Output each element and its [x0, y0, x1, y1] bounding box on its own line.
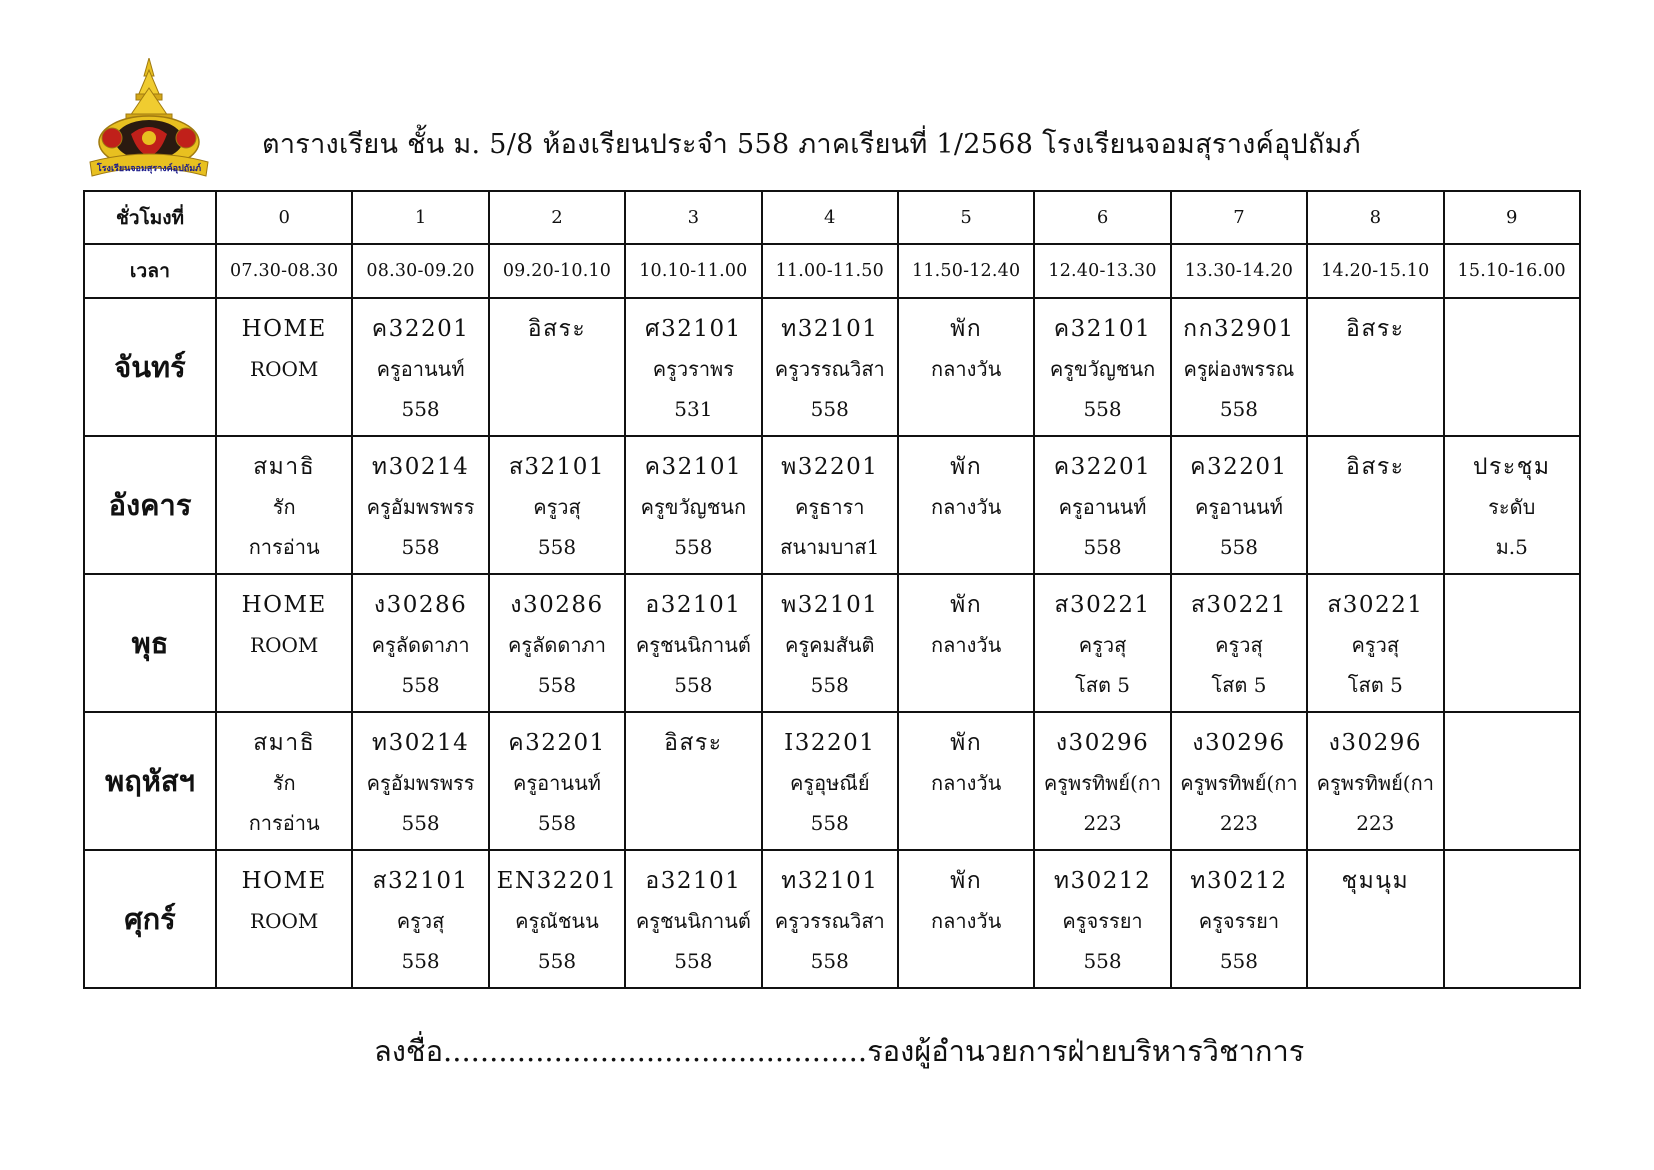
subject-code: อิสระ [664, 730, 723, 756]
teacher-name: ครูชนนิกานต์ [635, 633, 751, 657]
subject-code: อิสระ [1346, 454, 1405, 480]
day-name: อังคาร [84, 436, 216, 574]
subject-code: ง30296 [1328, 730, 1423, 756]
teacher-name: ระดับ [1488, 495, 1536, 519]
day-row [84, 436, 1580, 574]
room-number: 558 [537, 673, 577, 697]
schedule-cell [216, 712, 352, 850]
schedule-cell-content [763, 437, 897, 567]
schedule-cell-content [217, 299, 351, 389]
schedule-cell [1444, 436, 1580, 574]
subject-code: พัก [950, 454, 983, 480]
room-number: 223 [1356, 811, 1395, 835]
teacher-name: ครูวรรณวิสา [774, 909, 885, 933]
teacher-name: ครูอานนท์ [513, 771, 601, 795]
time-slot: 14.20-15.10 [1307, 244, 1443, 298]
period-number: 2 [489, 191, 625, 244]
schedule-cell [898, 712, 1034, 850]
subject-code: ส32101 [372, 868, 469, 894]
room-number: 558 [401, 811, 440, 835]
time-slot: 08.30-09.20 [352, 244, 488, 298]
teacher-name: กลางวัน [931, 909, 1002, 933]
subject-code: พ32201 [781, 454, 879, 480]
subject-code: ท30214 [371, 730, 470, 756]
day-row [84, 712, 1580, 850]
teacher-name: ROOM [250, 909, 319, 933]
schedule-cell [762, 712, 898, 850]
day-name: ศุกร์ [84, 850, 216, 988]
schedule-cell-content [353, 851, 487, 981]
schedule-cell [352, 712, 488, 850]
teacher-name: ครูผ่องพรรณ [1183, 357, 1295, 381]
schedule-cell [898, 436, 1034, 574]
schedule-cell-content [626, 437, 760, 567]
teacher-name: ครูลัดดาภา [371, 633, 470, 657]
schedule-cell [489, 850, 625, 988]
teacher-name: ครูอานนท์ [376, 357, 465, 381]
subject-code: HOME [241, 592, 327, 618]
page-title: ตารางเรียน ชั้น ม. 5/8 ห้องเรียนประจำ 558 ภาคเรียนที่ 1/2568 โรงเรียนจอมสุรางค์อุปถัมภ์ [262, 129, 1361, 160]
schedule-cell-content [626, 575, 760, 705]
teacher-name: ครูพรทิพย์(กา [1180, 771, 1298, 795]
teacher-name: ครูวรรณวิสา [774, 357, 885, 381]
schedule-cell-content [763, 713, 897, 843]
subject-code: ศ32101 [644, 316, 742, 342]
room-number: การอ่าน [248, 811, 320, 835]
schedule-cell-content [763, 851, 897, 981]
schedule-cell [352, 850, 488, 988]
subject-code: ท32101 [781, 316, 879, 342]
schedule-cell-content [1308, 851, 1442, 901]
subject-code: พ32101 [781, 592, 879, 618]
schedule-cell [1444, 850, 1580, 988]
school-logo [86, 58, 212, 182]
subject-code: ส30221 [1054, 592, 1151, 618]
schedule-cell-content [217, 713, 351, 843]
teacher-name: ROOM [250, 357, 319, 381]
schedule-cell [1034, 574, 1170, 712]
room-number: 558 [537, 535, 577, 559]
schedule-cell [625, 436, 761, 574]
room-number: 558 [401, 535, 440, 559]
day-row [84, 574, 1580, 712]
subject-code: ค32201 [508, 730, 606, 756]
schedule-cell [1307, 436, 1443, 574]
room-number: 558 [810, 673, 849, 697]
subject-code: อ32101 [645, 868, 742, 894]
schedule-cell-content [1035, 575, 1169, 705]
subject-code: ท30214 [371, 454, 470, 480]
schedule-cell [489, 298, 625, 436]
subject-code: ท30212 [1190, 868, 1288, 894]
teacher-name: ครูอัมพรพรร [366, 771, 475, 795]
period-number: 7 [1171, 191, 1307, 244]
subject-code: EN32201 [496, 868, 618, 894]
schedule-cell [625, 574, 761, 712]
time-slot: 09.20-10.10 [489, 244, 625, 298]
teacher-name: ครูคมสันติ [784, 633, 875, 657]
room-number: 223 [1219, 811, 1259, 835]
schedule-cell [1307, 850, 1443, 988]
schedule-cell-content [490, 713, 624, 843]
subject-code: ค32201 [1190, 454, 1288, 480]
period-number: 8 [1307, 191, 1443, 244]
teacher-name: ครูจรรยา [1062, 909, 1143, 933]
schedule-cell [1307, 712, 1443, 850]
subject-code: ค32201 [1053, 454, 1152, 480]
time-slot: 10.10-11.00 [625, 244, 761, 298]
time-label: เวลา [84, 244, 216, 298]
schedule-cell-content [899, 713, 1033, 803]
schedule-cell [762, 850, 898, 988]
subject-code: พัก [950, 592, 983, 618]
room-number: 558 [674, 535, 713, 559]
schedule-cell-content [217, 437, 351, 567]
teacher-name: รัก [272, 495, 296, 519]
logo-banner-text: โรงเรียนจอมสุรางค์อุปถัมภ์ [96, 164, 202, 174]
subject-code: อิสระ [527, 316, 587, 342]
schedule-cell [762, 574, 898, 712]
subject-code: ท32101 [781, 868, 879, 894]
schedule-cell-content [1308, 437, 1442, 487]
subject-code: ท30212 [1053, 868, 1152, 894]
schedule-cell [1034, 298, 1170, 436]
schedule-cell [1171, 436, 1307, 574]
teacher-name: ครูลัดดาภา [507, 633, 606, 657]
room-number: 558 [810, 811, 849, 835]
schedule-cell-content [490, 851, 624, 981]
room-number: 558 [1083, 397, 1122, 421]
teacher-name: ครูชนนิกานต์ [635, 909, 751, 933]
teacher-name: กลางวัน [931, 357, 1002, 381]
schedule-cell-content [490, 437, 624, 567]
room-number: โสต 5 [1075, 673, 1131, 697]
teacher-name: ROOM [250, 633, 319, 657]
schedule-cell-content [899, 299, 1033, 389]
time-row [84, 244, 1580, 298]
time-slot: 13.30-14.20 [1171, 244, 1307, 298]
period-number: 4 [762, 191, 898, 244]
schedule-cell [216, 436, 352, 574]
schedule-cell [1171, 298, 1307, 436]
teacher-name: กลางวัน [931, 495, 1002, 519]
schedule-cell [352, 574, 488, 712]
schedule-cell [762, 298, 898, 436]
schedule-cell [1034, 436, 1170, 574]
subject-code: ง30296 [1192, 730, 1286, 756]
schedule-cell [352, 298, 488, 436]
schedule-cell-content [899, 437, 1033, 527]
room-number: การอ่าน [248, 535, 320, 559]
room-number: 558 [810, 949, 849, 973]
schedule-cell-content [353, 437, 487, 567]
schedule-cell-content [1308, 575, 1442, 705]
teacher-name: ครูวสุ [1351, 633, 1400, 657]
schedule-cell-content [353, 575, 487, 705]
teacher-name: ครูวสุ [1078, 633, 1127, 657]
teacher-name: กลางวัน [931, 633, 1002, 657]
room-number: 223 [1083, 811, 1122, 835]
subject-code: ง30286 [510, 592, 604, 618]
room-number: 558 [537, 811, 577, 835]
subject-code: ส30221 [1327, 592, 1424, 618]
schedule-cell-content [1035, 713, 1169, 843]
schedule-cell-content [490, 299, 624, 349]
schedule-cell-content [1445, 575, 1579, 585]
room-number: 558 [674, 673, 713, 697]
schedule-cell [1444, 574, 1580, 712]
subject-code: สมาธิ [253, 730, 316, 756]
teacher-name: ครูอานนท์ [1058, 495, 1147, 519]
schedule-cell-content [1445, 299, 1579, 309]
room-number: 558 [537, 949, 577, 973]
schedule-cell-content [763, 575, 897, 705]
time-slot: 15.10-16.00 [1444, 244, 1580, 298]
subject-code: ส32101 [508, 454, 606, 480]
schedule-cell-content [1172, 299, 1306, 429]
time-slot: 11.50-12.40 [898, 244, 1034, 298]
timetable [83, 190, 1581, 989]
schedule-cell [1307, 574, 1443, 712]
schedule-cell-content [626, 713, 760, 763]
teacher-name: รัก [272, 771, 296, 795]
schedule-cell [489, 712, 625, 850]
schedule-cell-content [1172, 575, 1306, 705]
schedule-cell [625, 712, 761, 850]
period-number: 6 [1034, 191, 1170, 244]
subject-code: ค32101 [644, 454, 743, 480]
room-number: 558 [1083, 949, 1122, 973]
room-number: 558 [401, 673, 440, 697]
schedule-cell [1171, 712, 1307, 850]
teacher-name: ครูณัชนน [515, 909, 599, 933]
schedule-cell-content [1445, 713, 1579, 723]
day-name: จันทร์ [84, 298, 216, 436]
time-slot: 11.00-11.50 [762, 244, 898, 298]
room-number: 558 [401, 397, 440, 421]
teacher-name: กลางวัน [931, 771, 1002, 795]
room-number: 558 [674, 949, 713, 973]
subject-code: พัก [950, 316, 983, 342]
schedule-cell [898, 850, 1034, 988]
room-number: 558 [1219, 397, 1259, 421]
schedule-cell-content [490, 575, 624, 705]
schedule-cell-content [1445, 851, 1579, 861]
schedule-cell [1171, 850, 1307, 988]
schedule-cell [1034, 850, 1170, 988]
schedule-cell [762, 436, 898, 574]
schedule-cell [1171, 574, 1307, 712]
schedule-cell-content [899, 575, 1033, 665]
subject-code: ค32101 [1053, 316, 1152, 342]
room-number: 558 [810, 397, 849, 421]
time-slot: 07.30-08.30 [216, 244, 352, 298]
room-number: 558 [1219, 949, 1259, 973]
schedule-cell-content [353, 713, 487, 843]
day-name: พฤหัสฯ [84, 712, 216, 850]
schedule-cell [489, 574, 625, 712]
schedule-cell [1444, 712, 1580, 850]
subject-code: สมาธิ [253, 454, 316, 480]
day-row [84, 850, 1580, 988]
teacher-name: ครูจรรยา [1198, 909, 1280, 933]
schedule-cell [352, 436, 488, 574]
schedule-cell-content [1035, 851, 1169, 981]
room-number: ม.5 [1495, 535, 1528, 559]
schedule-cell-content [626, 851, 760, 981]
schedule-cell-content [217, 851, 351, 941]
subject-code: อ32101 [645, 592, 742, 618]
schedule-cell [216, 850, 352, 988]
schedule-cell [898, 298, 1034, 436]
period-number: 9 [1444, 191, 1580, 244]
schedule-cell [898, 574, 1034, 712]
subject-code: ง30286 [373, 592, 468, 618]
subject-code: HOME [241, 868, 327, 894]
schedule-cell [1307, 298, 1443, 436]
schedule-cell-content [1308, 713, 1442, 843]
period-number: 0 [216, 191, 352, 244]
room-number: โสต 5 [1347, 673, 1403, 697]
subject-code: ประชุม [1472, 454, 1551, 480]
teacher-name: ครูขวัญชนก [1049, 357, 1156, 381]
teacher-name: ครูอุษณีย์ [789, 771, 870, 795]
schedule-cell [625, 850, 761, 988]
teacher-name: ครูพรทิพย์(กา [1316, 771, 1434, 795]
schedule-cell [1034, 712, 1170, 850]
teacher-name: ครูอานนท์ [1194, 495, 1283, 519]
teacher-name: ครูธารา [794, 495, 865, 519]
time-slot: 12.40-13.30 [1034, 244, 1170, 298]
schedule-cell-content [1172, 437, 1306, 567]
period-header-row [84, 191, 1580, 244]
room-number: 558 [1083, 535, 1122, 559]
schedule-cell-content [217, 575, 351, 665]
subject-code: พัก [950, 868, 983, 894]
room-number: 558 [401, 949, 440, 973]
period-number: 5 [898, 191, 1034, 244]
subject-code: I32201 [784, 730, 876, 756]
schedule-cell [1444, 298, 1580, 436]
schedule-cell-content [899, 851, 1033, 941]
schedule-cell-content [353, 299, 487, 429]
teacher-name: ครูพรทิพย์(กา [1043, 771, 1162, 795]
schedule-cell-content [763, 299, 897, 429]
subject-code: ชุมนุม [1341, 868, 1410, 894]
schedule-cell [216, 574, 352, 712]
schedule-cell-content [1172, 851, 1306, 981]
signature-line: ลงชื่อ..............................................รองผู้อำนวยการฝ่ายบริหารวิชาการ [374, 1034, 1305, 1068]
subject-code: อิสระ [1346, 316, 1405, 342]
teacher-name: ครูขวัญชนก [640, 495, 747, 519]
room-number: 558 [1219, 535, 1259, 559]
day-name: พุธ [84, 574, 216, 712]
teacher-name: ครูวราพร [652, 357, 734, 381]
period-label: ชั่วโมงที่ [84, 191, 216, 244]
subject-code: HOME [241, 316, 327, 342]
schedule-cell-content [1035, 299, 1169, 429]
teacher-name: ครูวสุ [396, 909, 445, 933]
schedule-cell [489, 436, 625, 574]
schedule-cell-content [1308, 299, 1442, 349]
period-number: 3 [625, 191, 761, 244]
subject-code: กก32901 [1183, 316, 1295, 342]
subject-code: ค32201 [371, 316, 470, 342]
room-number: สนามบาส1 [780, 535, 880, 559]
schedule-cell [216, 298, 352, 436]
room-number: 531 [674, 397, 713, 421]
subject-code: ง30296 [1055, 730, 1150, 756]
teacher-name: ครูอัมพรพรร [366, 495, 475, 519]
room-number: โสต 5 [1211, 673, 1267, 697]
subject-code: ส30221 [1190, 592, 1288, 618]
teacher-name: ครูวสุ [533, 495, 581, 519]
day-row [84, 298, 1580, 436]
teacher-name: ครูวสุ [1215, 633, 1263, 657]
schedule-cell-content [1035, 437, 1169, 567]
schedule-cell [625, 298, 761, 436]
schedule-cell-content [626, 299, 760, 429]
subject-code: พัก [950, 730, 983, 756]
schedule-cell-content [1172, 713, 1306, 843]
schedule-cell-content [1445, 437, 1579, 567]
period-number: 1 [352, 191, 488, 244]
